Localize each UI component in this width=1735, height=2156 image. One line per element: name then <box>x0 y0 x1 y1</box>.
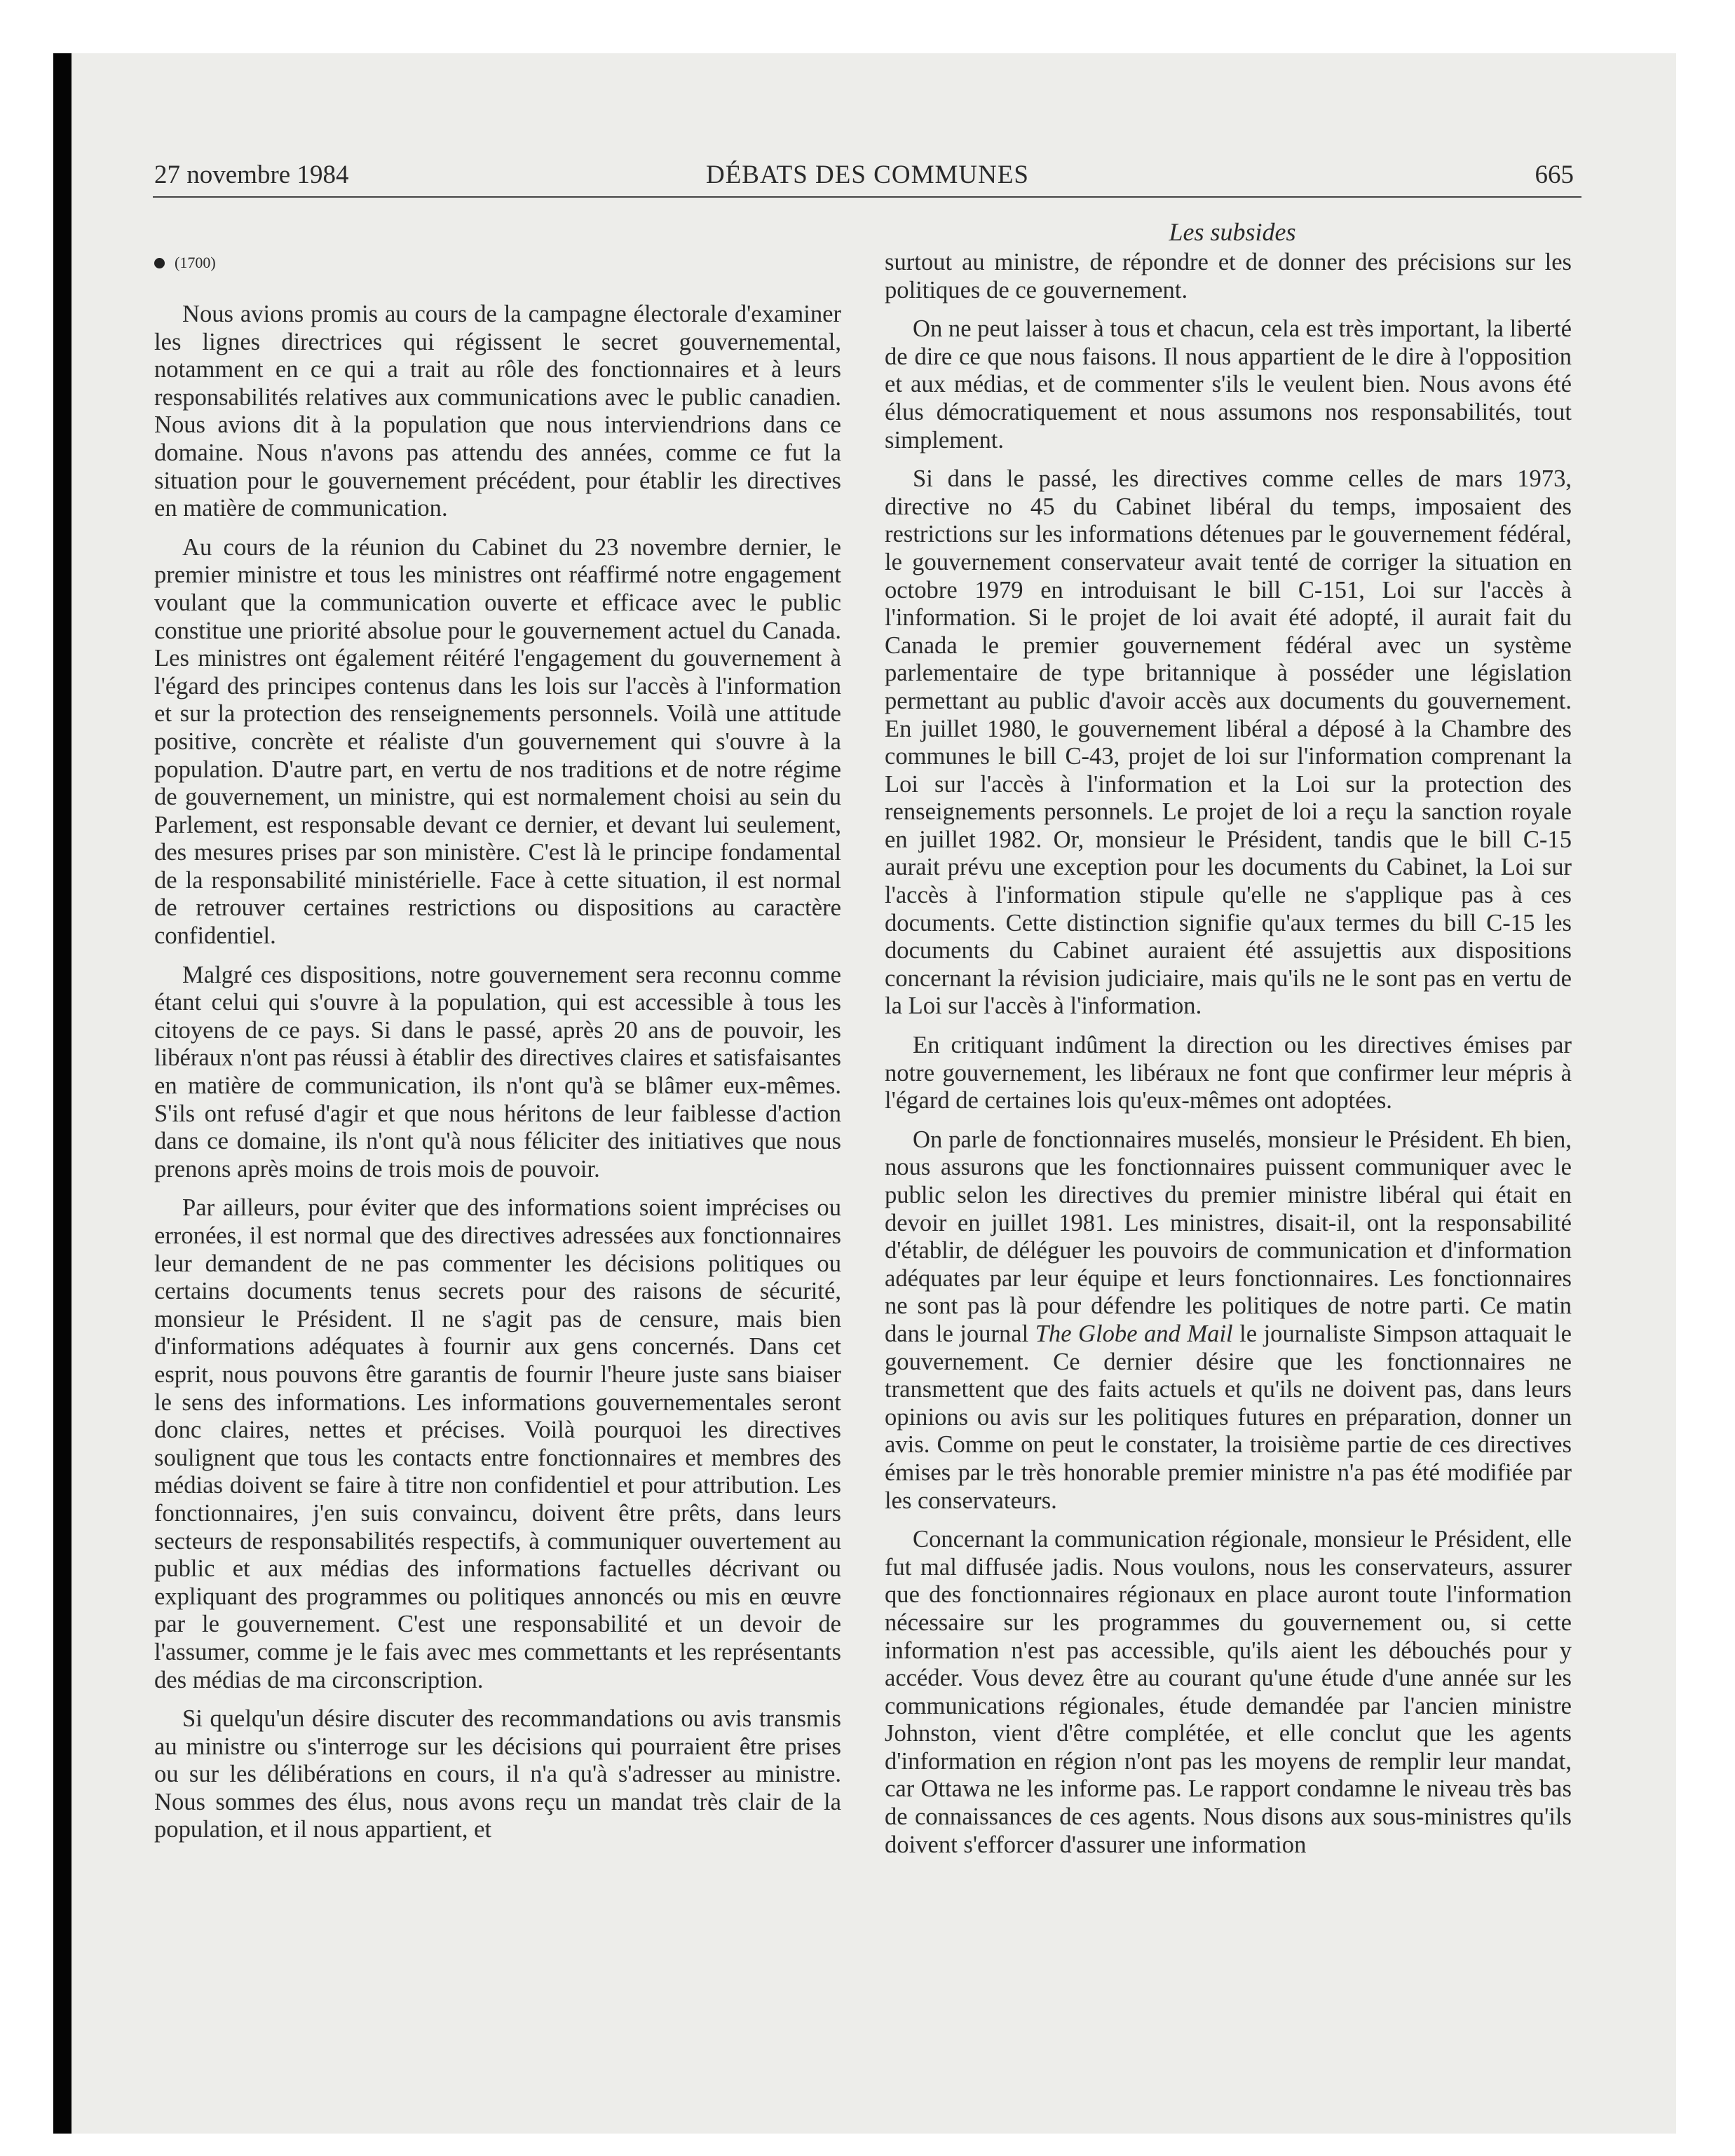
paragraph: Au cours de la réunion du Cabinet du 23 novembre dernier, le premier ministre et tous les ministres ont réaffirmé notre engagement voulant que la communication ouverte et efficace avec le public constitue une priorité absolue pour le gouvernement actuel du Canada. Les ministres ont également réitéré l'engagement du gouvernement à l'égard des principes contenus dans les lois sur l'accès à l'information et sur la protection des renseignements personnels. Voilà une attitude positive, concrète et réaliste d'un gouvernement qui s'ouvre à la population. D'autre part, en vertu de nos traditions et de notre régime de gouvernement, un ministre, qui est normalement choisi au sein du Parlement, est responsable devant ce dernier, et devant lui seulement, des mesures prises par son ministère. C'est là le principe fondamental de la responsabilité ministérielle. Face à cette situation, il est normal de retrouver certaines restrictions ou dispositions au caractère confidentiel. <box>154 533 841 950</box>
right-column <box>885 249 1572 1859</box>
scan-edge-bar <box>53 53 72 2134</box>
page-header <box>0 160 1735 202</box>
bullet-icon <box>154 258 165 268</box>
header-title: DÉBATS DES COMMUNES <box>705 161 1029 189</box>
paragraph: Malgré ces dispositions, notre gouvernement sera reconnu comme étant celui qui s'ouvre à la population, qui est accessible à tous les citoyens de ce pays. Si dans le passé, après 20 ans de pouvoir, les libéraux n'ont pas réussi à établir des directives claires et satisfaisantes en matière de communication, ils n'ont qu'à se blâmer eux-mêmes. S'ils ont refusé d'agir et que nous héritons de leur faiblesse d'action dans ce domaine, ils n'ont qu'à nous féliciter des initiatives que nous prenons après moins de trois mois de pouvoir. <box>154 961 841 1182</box>
header-date: 27 novembre 1984 <box>154 161 349 189</box>
paragraph: En critiquant indûment la direction ou les directives émises par notre gouvernement, les libéraux ne font que confirmer leur mépris à l'égard de certaines lois qu'eux-mêmes ont adoptées. <box>885 1032 1572 1114</box>
paragraph: Par ailleurs, pour éviter que des informations soient imprécises ou erronées, il est normal que des directives adressées aux fonctionnaires leur demandent de ne pas commenter les décisions politiques ou certains documents tenus secrets pour des raisons de sécurité, monsieur le Président. Il ne s'agit pas de censure, mais bien d'informations adéquates à fournir aux gens concernés. Dans cet esprit, nous pouvons être garantis de fournir l'heure juste sans biaiser le sens des informations. Les informations gouvernementales seront donc claires, nettes et précises. Voilà pourquoi les directives soulignent que tous les contacts entre fonctionnaires et membres des médias doivent se faire à titre non confidentiel et pour attribution. Les fonctionnaires, j'en suis convaincu, doivent être prêts, dans leurs secteurs de responsabilités respectifs, à communiquer ouvertement au public et aux médias des informations factuelles décrivant ou expliquant des programmes ou politiques annoncés ou mis en œuvre par le gouvernement. C'est une responsabilité et un devoir de l'assumer, comme je le fais avec mes commettants et les représentants des médias de ma circonscription. <box>154 1194 841 1693</box>
text-run: On parle de fonctionnaires muselés, monsieur le Président. Eh bien, nous assurons que les fonctionnaires puissent communiquer avec le public selon les directives du premier ministre libéral qui était en devoir en juillet 1981. Les ministres, disait-il, ont la responsabilité d'établir, de déléguer les pouvoirs de communication et d'information adéquates par leur équipe et leurs fonctionnaires. Les fonctionnaires ne sont pas là pour défendre les politiques de notre parti. Ce matin dans le journal <box>885 1126 1572 1347</box>
paragraph: Concernant la communication régionale, monsieur le Président, elle fut mal diffusée jadis. Nous voulons, nous les conservateurs, assurer que des fonctionnaires régionaux en place auront toute l'information nécessaire sur les programmes du gouvernement ou, si cette information n'est pas accessible, qu'ils aient les débouchés pour y accéder. Vous devez être au courant qu'une étude d'une année sur les communications régionales, étude demandée par l'ancien ministre Johnston, vient d'être complétée, et elle conclut que les agents d'information en région n'ont pas les moyens de remplir leur mandat, car Ottawa ne les informe pas. Le rapport condamne le niveau très bas de connaissances de ces agents. Nous disons aux sous-ministres qu'ils doivent s'efforcer d'assurer une information <box>885 1526 1572 1858</box>
newspaper-name: The Globe and Mail <box>1035 1320 1233 1347</box>
page-number: 665 <box>1535 161 1574 189</box>
paragraph: Nous avions promis au cours de la campagne électorale d'examiner les lignes directrices qui régissent le secret gouvernemental, notamment en ce qui a trait au rôle des fonctionnaires et à leurs responsabilités relatives aux communications avec le public canadien. Nous avions dit à la population que nous interviendrions dans ce domaine. Nous n'avons pas attendu des années, comme ce fut la situation pour le gouvernement précédent, pour établir les directives en matière de communication. <box>154 301 841 522</box>
paragraph: Si dans le passé, les directives comme celles de mars 1973, directive no 45 du Cabinet libéral du temps, imposaient des restrictions sur les informations détenues par le gouvernement fédéral, le gouvernement conservateur avait tenté de corriger la situation en octobre 1979 en introduisant le bill C-151, Loi sur l'accès à l'information. Si le projet de loi avait été adopté, il aurait fait du Canada le premier gouvernement fédéral avec un système parlementaire de type britannique à posséder une législation permettant au public d'avoir accès aux documents du gouvernement. En juillet 1980, le gouvernement libéral a déposé à la Chambre des communes le bill C-43, projet de loi sur l'information comprenant la Loi sur l'accès à l'information et la Loi sur la protection des renseignements personnels. Le projet de loi a reçu la sanction royale en juillet 1982. Or, monsieur le Président, tandis que le bill C-15 aurait prévu une exception pour les documents du Cabinet, la Loi sur l'accès à l'information stipule qu'elle ne s'applique pas à ces documents. Cette distinction signifie qu'aux termes du bill C-15 les documents du Cabinet auraient été assujettis aux dispositions concernant la révision judiciaire, mais qu'ils ne le sont pas en vertu de la Loi sur l'accès à l'information. <box>885 465 1572 1020</box>
paragraph: On ne peut laisser à tous et chacun, cela est très important, la liberté de dire ce que nous faisons. Il nous appartient de le dire à l'opposition et aux médias, et de commenter s'ils le veulent bien. Nous avons été élus démocratiquement et nous assumons nos responsabilités, tout simplement. <box>885 315 1572 453</box>
time-marker <box>154 249 841 277</box>
left-column <box>154 249 841 1844</box>
text-run: le journaliste Simpson attaquait le gouvernement. Ce dernier désire que les fonctionnaires ne transmettent que des faits actuels et qu'ils ne doivent pas, dans leurs opinions ou avis sur les politiques futures en préparation, donner un avis. Comme on peut le constater, la troisième partie de ces directives émises par le très honorable premier ministre n'a pas été modifiée par les conservateurs. <box>885 1320 1572 1514</box>
paragraph-globe <box>885 1126 1572 1515</box>
header-rule <box>153 196 1581 198</box>
section-title: Les subsides <box>1169 218 1296 246</box>
time-marker-text: (1700) <box>175 254 216 271</box>
paragraph-continuation: surtout au ministre, de répondre et de donner des précisions sur les politiques de ce gouvernement. <box>885 249 1572 303</box>
paragraph: Si quelqu'un désire discuter des recommandations ou avis transmis au ministre ou s'interroge sur les décisions qui pourraient être prises ou sur les délibérations en cours, il n'a qu'à s'adresser au ministre. Nous sommes des élus, nous avons reçu un mandat très clair de la population, et il nous appartient, et <box>154 1705 841 1843</box>
